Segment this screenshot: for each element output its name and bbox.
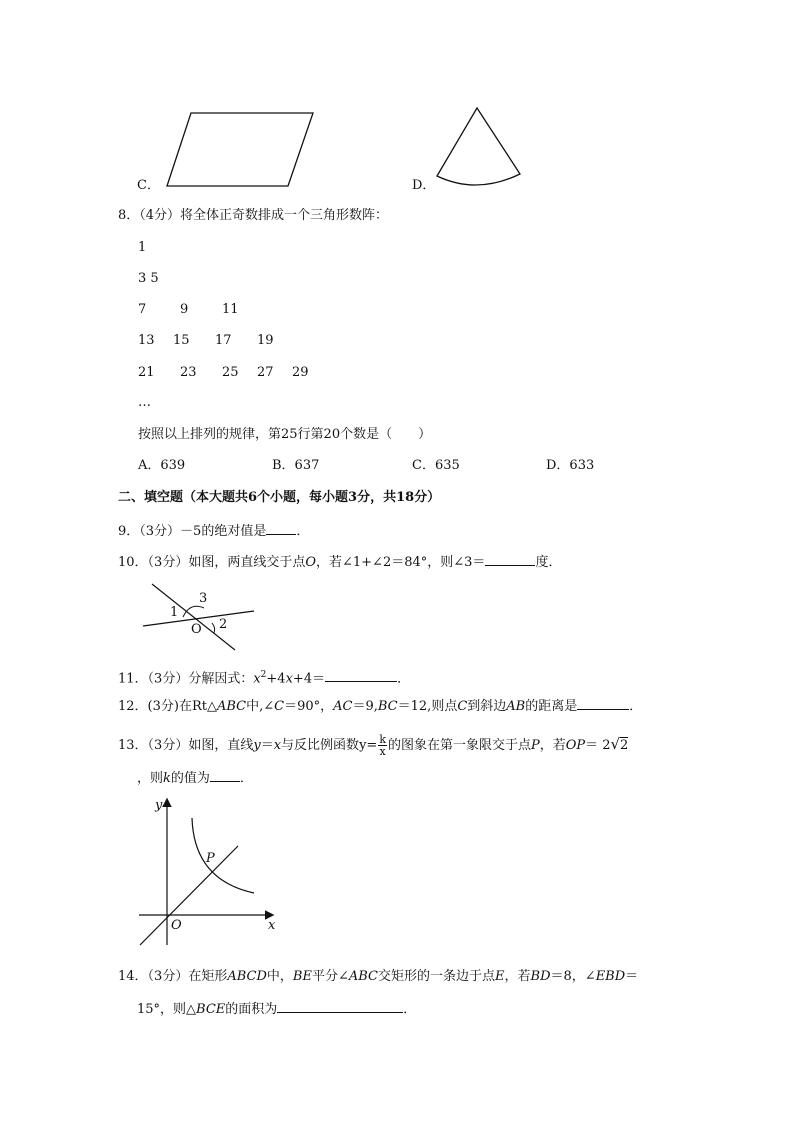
- option-a: A．639: [138, 458, 186, 473]
- question-8-prompt: 按照以上排列的规律，第25行第20个数是（ ）: [138, 427, 432, 442]
- answer-blank: [277, 1000, 403, 1013]
- question-14: [118, 969, 638, 985]
- option-b: B．637: [272, 458, 320, 473]
- number: 17: [215, 333, 232, 348]
- section-title: 二、填空题（本大题共6个小题，每小题3分，共18分）: [118, 490, 441, 505]
- question-8-stem: 8．（4分）将全体正奇数排成一个三角形数阵：: [118, 208, 389, 223]
- number: 23: [180, 365, 197, 380]
- triangle-ellipsis: …: [138, 395, 151, 410]
- number: 25: [222, 365, 239, 380]
- q13-text: 的图象在第一象限交于点: [387, 738, 531, 753]
- point-o: O: [305, 555, 316, 570]
- q12-text: 中,∠: [246, 699, 275, 714]
- number: 7: [138, 302, 147, 317]
- period: ．: [629, 699, 643, 714]
- q13-text: ，若: [539, 738, 566, 753]
- number: 11: [222, 302, 239, 317]
- number: 1: [138, 240, 147, 255]
- function-y: y=: [359, 738, 378, 753]
- angle-label-1: 1: [170, 605, 179, 620]
- q14-text: ＝8，∠: [550, 969, 596, 984]
- q12-text: ＝9,: [352, 699, 378, 714]
- q12-text: ＝90°，: [284, 699, 334, 714]
- number: 29: [292, 365, 309, 380]
- point-e: E: [495, 969, 505, 984]
- denominator: x: [379, 745, 386, 758]
- radicand: 2: [620, 738, 629, 753]
- y-axis-label: y: [155, 798, 163, 813]
- point-p-label: P: [206, 851, 215, 866]
- option-d: D．633: [546, 458, 595, 473]
- angle-abc: ABC: [348, 969, 378, 984]
- period: ．: [296, 524, 310, 539]
- var-y: y: [253, 738, 261, 753]
- q14-text: 交矩形的一条边于点: [378, 969, 496, 984]
- exponent: 2: [260, 670, 267, 680]
- q12-text: 到斜边: [467, 699, 507, 714]
- angle-ebd: EBD: [595, 969, 626, 984]
- q10-text-b: ，若∠1+∠2＝84°，则∠3＝: [316, 555, 486, 570]
- rect-abcd: ABCD: [227, 969, 267, 984]
- equals: ＝: [585, 738, 599, 753]
- number: 19: [257, 333, 274, 348]
- period: ．: [239, 771, 253, 786]
- q12-text: ＝12,则点: [397, 699, 458, 714]
- expr-tail: +4＝: [292, 671, 326, 687]
- q11-text: 11．（3分）分解因式：: [118, 671, 254, 687]
- point-c: C: [457, 699, 468, 714]
- segment-bd: BD: [530, 969, 551, 984]
- side-bc: BC: [377, 699, 398, 714]
- number: 15: [173, 333, 190, 348]
- q14-text: ＝: [625, 969, 639, 984]
- triangle-bce: BCE: [196, 1002, 226, 1017]
- q14-text: 15°，则△: [137, 1002, 197, 1017]
- q14-text: 的面积为: [225, 1002, 278, 1017]
- var-x: x: [273, 738, 282, 753]
- angle-label-2: 2: [219, 617, 228, 632]
- q14-text: 平分∠: [311, 969, 349, 984]
- q10-text-a: 10．（3分）如图，两直线交于点: [118, 555, 306, 570]
- segment-op: OP: [565, 738, 586, 753]
- question-14-line2: [137, 1000, 416, 1018]
- q12-text: 12．(3分)在Rt△: [118, 699, 217, 714]
- option-c-label: C．: [137, 178, 160, 193]
- expr: +4: [266, 671, 286, 687]
- side-ab: AB: [506, 699, 526, 714]
- number: 9: [180, 302, 189, 317]
- q14-text: 中，: [266, 969, 293, 984]
- q14-text: 14．（3分）在矩形: [118, 969, 228, 984]
- sqrt-symbol: √: [610, 735, 621, 753]
- side-ac: AC: [333, 699, 353, 714]
- period: ．: [403, 1002, 417, 1017]
- q13-text: ，则: [137, 771, 164, 786]
- option-c: C．635: [412, 458, 460, 473]
- segment-be: BE: [292, 969, 312, 984]
- number: 13: [138, 333, 155, 348]
- q12-text: 的距离是: [525, 699, 578, 714]
- angle-label-3: 3: [199, 591, 208, 606]
- var-k: k: [163, 771, 171, 786]
- number: 27: [257, 365, 274, 380]
- point-o-label: O: [191, 622, 202, 637]
- equals: ＝: [260, 738, 274, 753]
- triangle-abc: ABC: [216, 699, 247, 714]
- period: ．: [397, 671, 411, 687]
- question-9-text: 9．（3分）－5的绝对值是: [118, 524, 267, 539]
- x-axis-label: x: [268, 918, 276, 933]
- q14-text: ，若: [504, 969, 531, 984]
- q13-text: 与反比例函数: [281, 738, 360, 753]
- number: 21: [138, 365, 155, 380]
- coefficient: 2: [602, 738, 611, 753]
- numerator: k: [379, 733, 386, 746]
- q13-text: 的值为: [170, 771, 210, 786]
- var-x: x: [285, 671, 293, 687]
- option-d-label: D．: [412, 178, 436, 193]
- q13-text: 13．（3分）如图，直线: [118, 738, 254, 753]
- point-p: P: [531, 738, 540, 753]
- origin-label: O: [171, 918, 182, 933]
- angle-c: C: [274, 699, 285, 714]
- var-x: x: [253, 671, 261, 687]
- q10-end: 度．: [535, 555, 562, 570]
- number: 3 5: [138, 271, 159, 286]
